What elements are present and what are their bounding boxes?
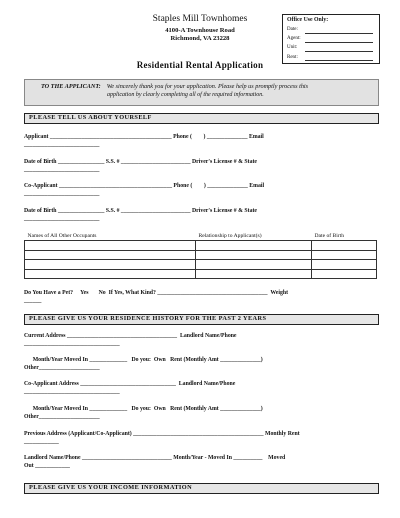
office-use-title: Office Use Only: [287, 17, 329, 23]
office-use-box [282, 14, 380, 64]
office-date-label: Date: [287, 27, 298, 32]
company-address-line2: Richmond, VA 23228 [170, 35, 230, 42]
occupants-table [24, 232, 377, 279]
table-row [25, 250, 377, 260]
pet-line[interactable]: Do You Have a Pet? Yes No If Yes, What Kind? ______________________________________ Weight [24, 290, 289, 296]
applicant-line[interactable]: Applicant __________________________________________ Phone ( ) ______________ Email [24, 134, 264, 140]
applicant-notice-label: TO THE APPLICANT: [41, 83, 101, 90]
table-row [25, 260, 377, 270]
applicant-notice-text1: We sincerely thank you for your application. Please help us promptly process this [106, 83, 309, 90]
moved-in-line-1[interactable]: Month/Year Moved In _____________ Do you: Own Rent (Monthly Amt ______________) [24, 357, 263, 363]
dob-line-2[interactable]: Date of Birth ________________ S.S. # ________________________ Driver's License # & State [24, 208, 257, 214]
section-about: PLEASE TELL US ABOUT YOURSELF [24, 113, 379, 124]
applicant-notice-text2: application by clearly completing all of the required information. [107, 92, 264, 98]
occupant-dob-cell[interactable] [312, 250, 377, 260]
other-field-2[interactable]: Other_____________________ [24, 414, 100, 420]
office-agent-label: Agent: [287, 36, 301, 41]
occupant-name-cell[interactable] [25, 241, 196, 251]
previous-rent-field[interactable]: ____________ [24, 439, 59, 445]
occupant-name-cell[interactable] [25, 250, 196, 260]
pet-weight-field[interactable]: ______ [24, 298, 42, 304]
occupants-header-name: Names of All Other Occupants [27, 233, 97, 239]
table-row [25, 269, 377, 279]
office-date-field[interactable] [305, 33, 373, 34]
previous-address-line[interactable]: Previous Address (Applicant/Co-Applicant) _____________________________________________ Monthly Rent [24, 431, 300, 437]
dob-line-1[interactable]: Date of Birth ________________ S.S. # ________________________ Driver's License # & State [24, 159, 257, 165]
occupant-relationship-cell[interactable] [196, 241, 312, 251]
license-field-1[interactable]: __________________________ [24, 167, 100, 173]
occupant-name-cell[interactable] [25, 269, 196, 279]
occupant-name-cell[interactable] [25, 260, 196, 270]
co-applicant-line[interactable]: Co-Applicant _______________________________________ Phone ( ) ______________ Email [24, 183, 265, 189]
section-income: PLEASE GIVE US YOUR INCOME INFORMATION [24, 483, 379, 494]
office-rent-label: Rent: [287, 54, 298, 60]
prev-landlord-line[interactable]: Landlord Name/Phone _______________________________ Month/Year - Moved In __________ Moved [24, 455, 286, 461]
office-unit-field[interactable] [305, 51, 373, 52]
current-address-line[interactable]: Current Address ______________________________________ Landlord Name/Phone [24, 333, 237, 339]
moved-out-field[interactable]: Out ____________ [24, 463, 70, 469]
co-applicant-address-line[interactable]: Co-Applicant Address _________________________________ Landlord Name/Phone [24, 381, 236, 387]
license-field-2[interactable]: __________________________ [24, 216, 100, 222]
occupant-dob-cell[interactable] [312, 260, 377, 270]
occupant-dob-cell[interactable] [312, 241, 377, 251]
table-row [25, 241, 377, 251]
company-name: Staples Mill Townhomes [152, 14, 248, 24]
office-unit-label: Unit: [287, 45, 298, 50]
moved-in-line-2[interactable]: Month/Year Moved In _____________ Do you: Own Rent (Monthly Amt ______________) [24, 406, 263, 412]
other-field-1[interactable]: Other_____________________ [24, 365, 100, 371]
occupants-header-relationship: Relationship to Applicant(s) [198, 233, 262, 239]
occupant-relationship-cell[interactable] [196, 269, 312, 279]
co-landlord-field[interactable]: _________________________________ [24, 389, 120, 395]
occupant-relationship-cell[interactable] [196, 260, 312, 270]
applicant-email-field[interactable]: __________________________ [24, 142, 100, 148]
form-title: Residential Rental Application [136, 60, 264, 70]
occupant-dob-cell[interactable] [312, 269, 377, 279]
company-address-line1: 4100-A Townhouse Road [165, 27, 235, 34]
current-landlord-field[interactable]: _________________________________ [24, 341, 120, 347]
section-residence: PLEASE GIVE US YOUR RESIDENCE HISTORY FOR THE PAST 2 YEARS [24, 314, 379, 325]
applicant-notice [24, 79, 379, 106]
office-agent-field[interactable] [305, 42, 373, 43]
occupant-relationship-cell[interactable] [196, 250, 312, 260]
occupants-header-dob: Date of Birth [314, 233, 345, 239]
co-applicant-email-field[interactable]: __________________________ [24, 191, 100, 197]
